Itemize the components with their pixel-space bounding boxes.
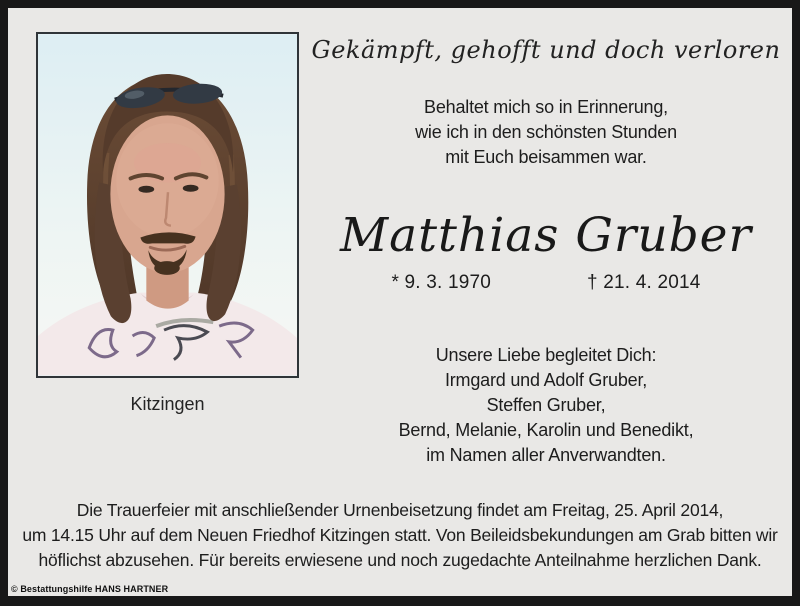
obituary-card: [8, 8, 792, 596]
remembrance-verse: [308, 95, 784, 170]
undertaker-credit: © Bestattungshilfe HANS HARTNER: [11, 584, 169, 594]
funeral-line: um 14.15 Uhr auf dem Neuen Friedhof Kitzingen statt. Von Beileidsbekundungen am Grab bitten wir: [22, 525, 778, 545]
family-line: Unsere Liebe begleitet Dich:: [435, 345, 657, 365]
funeral-line: höflichst abzusehen. Für bereits erwiesene und noch zugedachte Anteilnahme herzlichen Dank.: [38, 550, 762, 570]
funeral-info: [18, 498, 782, 573]
remembrance-line: Behaltet mich so in Erinnerung,: [424, 97, 668, 117]
portrait-photo: [38, 34, 297, 376]
life-dates: [308, 272, 784, 294]
family-line: Bernd, Melanie, Karolin und Benedikt,: [398, 420, 694, 440]
birth-date: * 9. 3. 1970: [391, 272, 492, 293]
family-line: Irmgard und Adolf Gruber,: [444, 370, 648, 390]
family-block: [308, 343, 784, 468]
death-date: † 21. 4. 2014: [587, 272, 701, 293]
remembrance-line: wie ich in den schönsten Stunden: [415, 122, 677, 142]
photo-caption: Kitzingen: [130, 394, 205, 414]
funeral-line: Die Trauerfeier mit anschließender Urnenbeisetzung findet am Freitag, 25. April 2014,: [76, 500, 724, 520]
motto: Gekämpft, gehofft und doch verloren: [311, 36, 781, 64]
family-line: im Namen aller Anverwandten.: [426, 445, 666, 465]
deceased-name: Matthias Gruber: [340, 208, 752, 263]
family-line: Steffen Gruber,: [486, 395, 606, 415]
remembrance-line: mit Euch beisammen war.: [445, 147, 647, 167]
photo-frame: [36, 32, 299, 378]
